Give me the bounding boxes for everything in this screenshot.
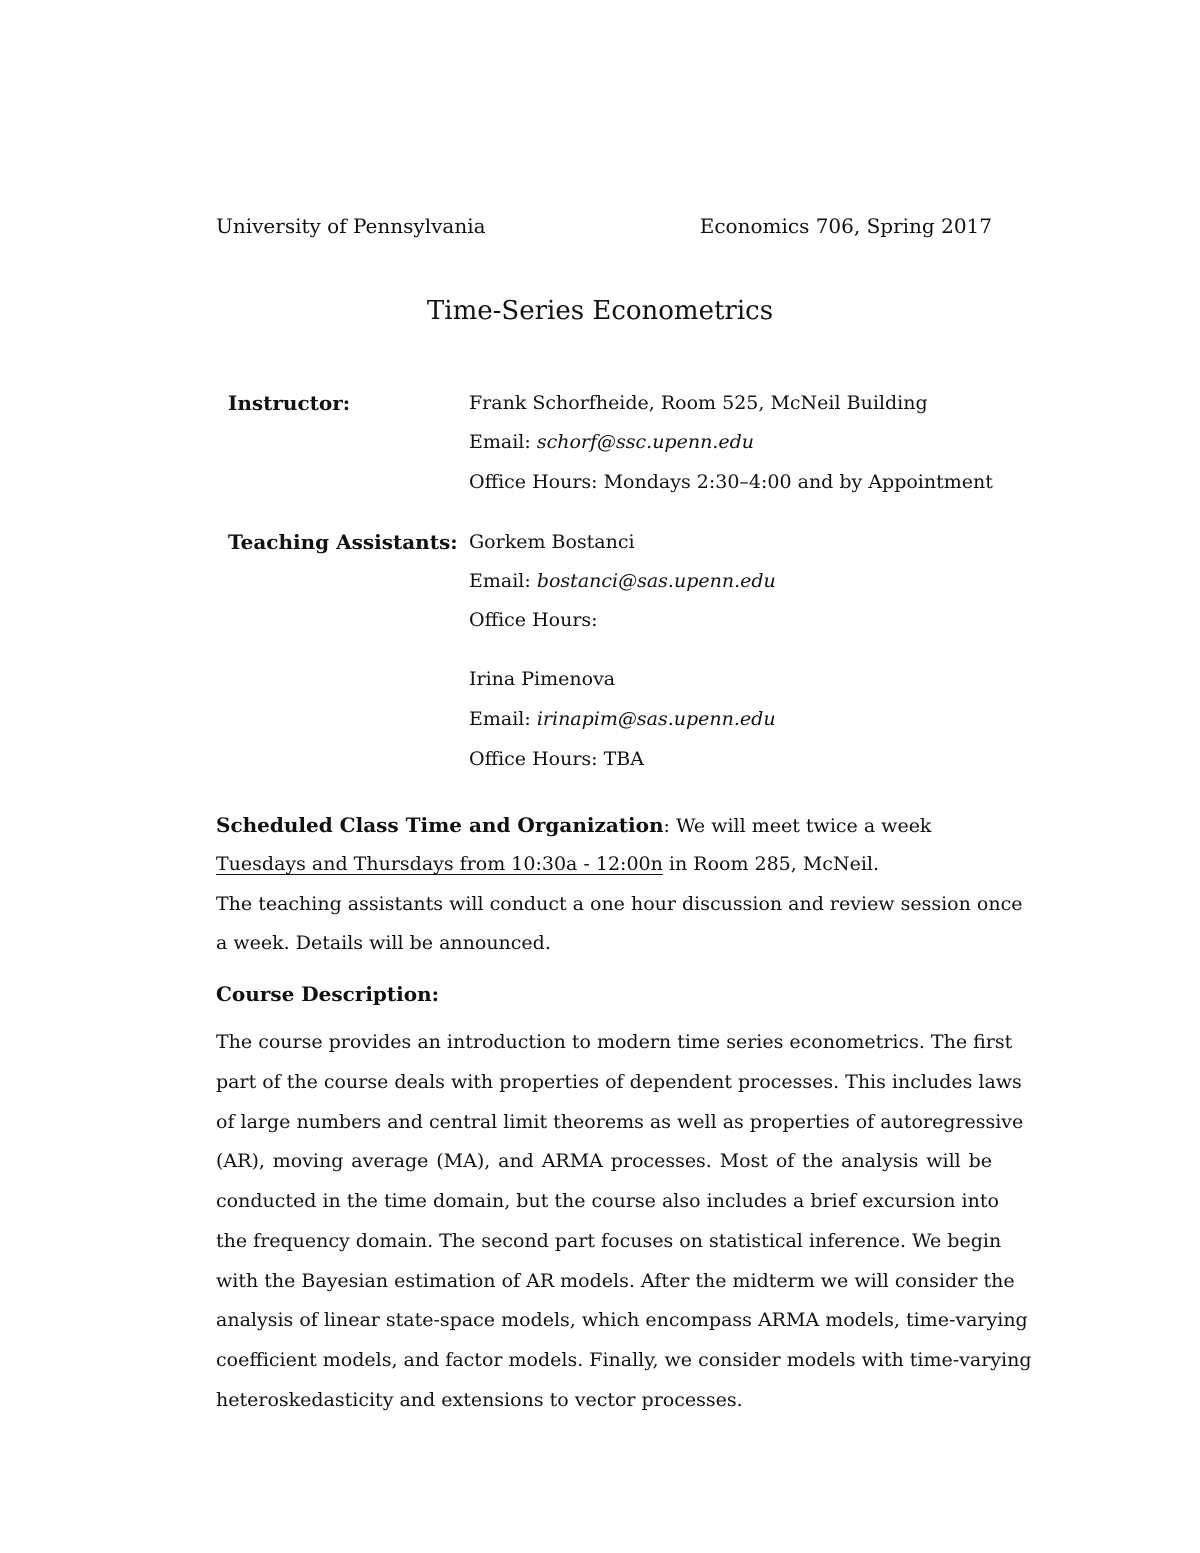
description-line: The course provides an introduction to modern time series econometrics. The first (216, 1031, 1013, 1053)
description-line: (AR), moving average (MA), and ARMA processes. Most of the analysis will be (216, 1150, 992, 1172)
ta2-office-hours: Office Hours: TBA (469, 748, 644, 770)
schedule-heading: Scheduled Class Time and Organization (216, 813, 664, 837)
ta2-email-line (469, 708, 776, 730)
schedule-room: in Room 285, McNeil. (662, 853, 880, 875)
schedule-time-line (216, 853, 992, 875)
ta1-name: Gorkem Bostanci (469, 531, 635, 553)
header-institution: University of Pennsylvania (216, 214, 486, 238)
ta1-email-line (469, 570, 776, 592)
ta2-email: irinapim@sas.upenn.edu (536, 708, 776, 730)
description-line: with the Bayesian estimation of AR models. After the midterm we will consider the (216, 1270, 1015, 1292)
ta1-email-label: Email: (469, 570, 531, 592)
teaching-assistants-label: Teaching Assistants: (228, 530, 458, 554)
schedule-heading-line (216, 813, 992, 837)
description-line: of large numbers and central limit theorems as well as properties of autoregressive (216, 1111, 1024, 1133)
description-line: conducted in the time domain, but the course also includes a brief excursion into (216, 1190, 999, 1212)
description-line: part of the course deals with properties of dependent processes. This includes laws (216, 1071, 1022, 1093)
instructor-name-room: Frank Schorfheide, Room 525, McNeil Building (469, 392, 928, 414)
description-line: coefficient models, and factor models. Finally, we consider models with time-varying (216, 1349, 1032, 1371)
schedule-line: The teaching assistants will conduct a one hour discussion and review session once (216, 893, 1023, 915)
document-title: Time-Series Econometrics (426, 296, 774, 326)
ta1-office-hours: Office Hours: (469, 609, 598, 631)
ta2-email-label: Email: (469, 708, 531, 730)
instructor-email-label: Email: (469, 431, 531, 453)
ta2-name: Irina Pimenova (469, 668, 616, 690)
description-line: heteroskedasticity and extensions to vector processes. (216, 1389, 743, 1411)
schedule-intro: : We will meet twice a week (663, 815, 932, 837)
schedule-time: Tuesdays and Thursdays from 10:30a - 12:00n (216, 853, 663, 875)
description-line: analysis of linear state-space models, which encompass ARMA models, time-varying (216, 1309, 1028, 1331)
instructor-email: schorf@ssc.upenn.edu (536, 431, 754, 453)
instructor-label: Instructor: (228, 391, 351, 415)
schedule-line: a week. Details will be announced. (216, 932, 551, 954)
instructor-email-line (469, 431, 754, 453)
header-course: Economics 706, Spring 2017 (699, 214, 992, 238)
instructor-office-hours: Office Hours: Mondays 2:30–4:00 and by Appointment (469, 471, 993, 493)
ta1-email: bostanci@sas.upenn.edu (536, 570, 776, 592)
course-description-heading: Course Description: (216, 982, 440, 1006)
description-line: the frequency domain. The second part focuses on statistical inference. We begin (216, 1230, 1002, 1252)
